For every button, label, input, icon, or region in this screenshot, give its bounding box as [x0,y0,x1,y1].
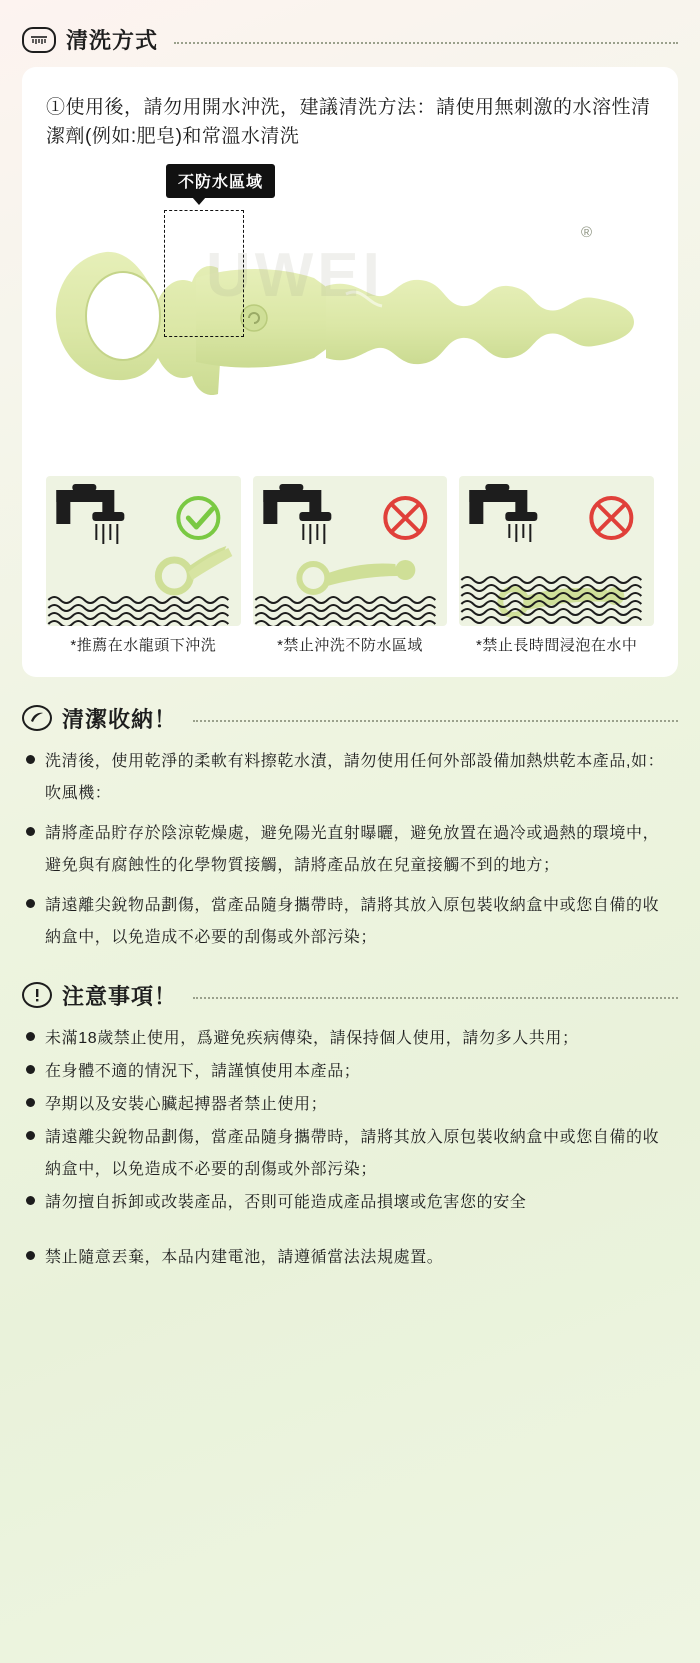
bullet-dot [26,1196,35,1205]
section-header-storage [22,703,678,734]
wash-lead-text: ①使用後，請勿用開水沖洗，建議清洗方法：請使用無刺激的水溶性清潔劑(例如:肥皂)和常溫水清洗 [46,97,651,148]
wash-caption: *推薦在水龍頭下沖洗 [70,636,217,654]
list-item-text: 孕期以及安裝心臟起搏器者禁止使用； [45,1096,328,1114]
list-item-text: 請遠離尖銳物品劃傷，當產品隨身攜帶時，請將其放入原包裝收納盒中或您自備的收納盒中，以免造成不必要的刮傷或外部污染； [45,896,660,946]
list-item [26,1056,674,1087]
bullet-dot [26,1065,35,1074]
bullet-dot [26,899,35,908]
registered-mark: ® [580,223,592,241]
wash-caption: *禁止長時間浸泡在水中 [476,636,638,654]
non-waterproof-region-box [164,210,244,337]
list-item [26,818,674,882]
section-title-wash: 清洗方式 [66,28,159,53]
header-rule [193,720,678,722]
storage-list [22,746,678,954]
wash-card [22,67,678,677]
wash-item [253,476,448,655]
wash-item [46,476,241,655]
list-spacer [26,1220,674,1242]
list-item-text: 請勿擅自拆卸或改裝產品，否則可能造成產品損壞或危害您的安全 [45,1193,527,1211]
shower-icon [22,27,56,53]
non-waterproof-callout: 不防水區域 [166,164,275,198]
wash-icon-row [46,476,654,655]
section-title-storage: 清潔收納！ [62,706,178,732]
list-item [26,746,674,810]
section-title-notice: 注意事項！ [62,983,178,1009]
wash-illustration-forbidden-rinse [253,476,448,626]
exclamation-icon [22,982,52,1008]
list-item [26,1242,674,1273]
bullet-dot [26,755,35,764]
bullet-dot [26,1098,35,1107]
header-rule [174,42,678,44]
list-item-text: 請遠離尖銳物品劃傷，當產品隨身攜帶時，請將其放入原包裝收納盒中或您自備的收納盒中，以免造成不必要的刮傷或外部污染； [45,1129,660,1178]
list-item-text: 洗清後，使用乾淨的柔軟有料擦乾水漬，請勿使用任何外部設備加熱烘乾本產品,如：吹風機： [45,752,665,802]
section-header-notice [22,980,678,1011]
product-illustration [46,162,654,462]
bullet-dot [26,1032,35,1041]
wash-illustration-forbidden-soak [459,476,654,626]
section-header-wash [22,24,678,55]
bullet-dot [26,827,35,836]
list-item-text: 在身體不適的情況下，請謹慎使用本產品； [45,1063,361,1081]
cloth-icon [22,705,52,731]
wash-caption: *禁止沖洗不防水區域 [277,636,423,654]
wash-item [459,476,654,655]
list-item [26,1023,674,1054]
notice-list [22,1023,678,1273]
list-item [26,1089,674,1120]
list-item-text: 未滿18歲禁止使用，爲避免疾病傳染，請保持個人使用，請勿多人共用； [45,1029,579,1047]
header-rule [193,997,678,999]
list-item [26,1187,674,1218]
bullet-dot [26,1251,35,1260]
list-item [26,890,674,954]
wash-illustration-allowed [46,476,241,626]
bullet-dot [26,1131,35,1140]
product-graphic [46,182,658,432]
list-item-text: 禁止隨意丟棄，本品内建電池，請遵循當法法規處置。 [45,1249,444,1266]
list-item [26,1122,674,1184]
list-item-text: 請將產品貯存於陰涼乾燥處，避免陽光直射曝曬，避免放置在過冷或過熱的環境中，避免與有腐蝕性的化學物質接觸，請將產品放在兒童接觸不到的地方； [45,824,660,874]
